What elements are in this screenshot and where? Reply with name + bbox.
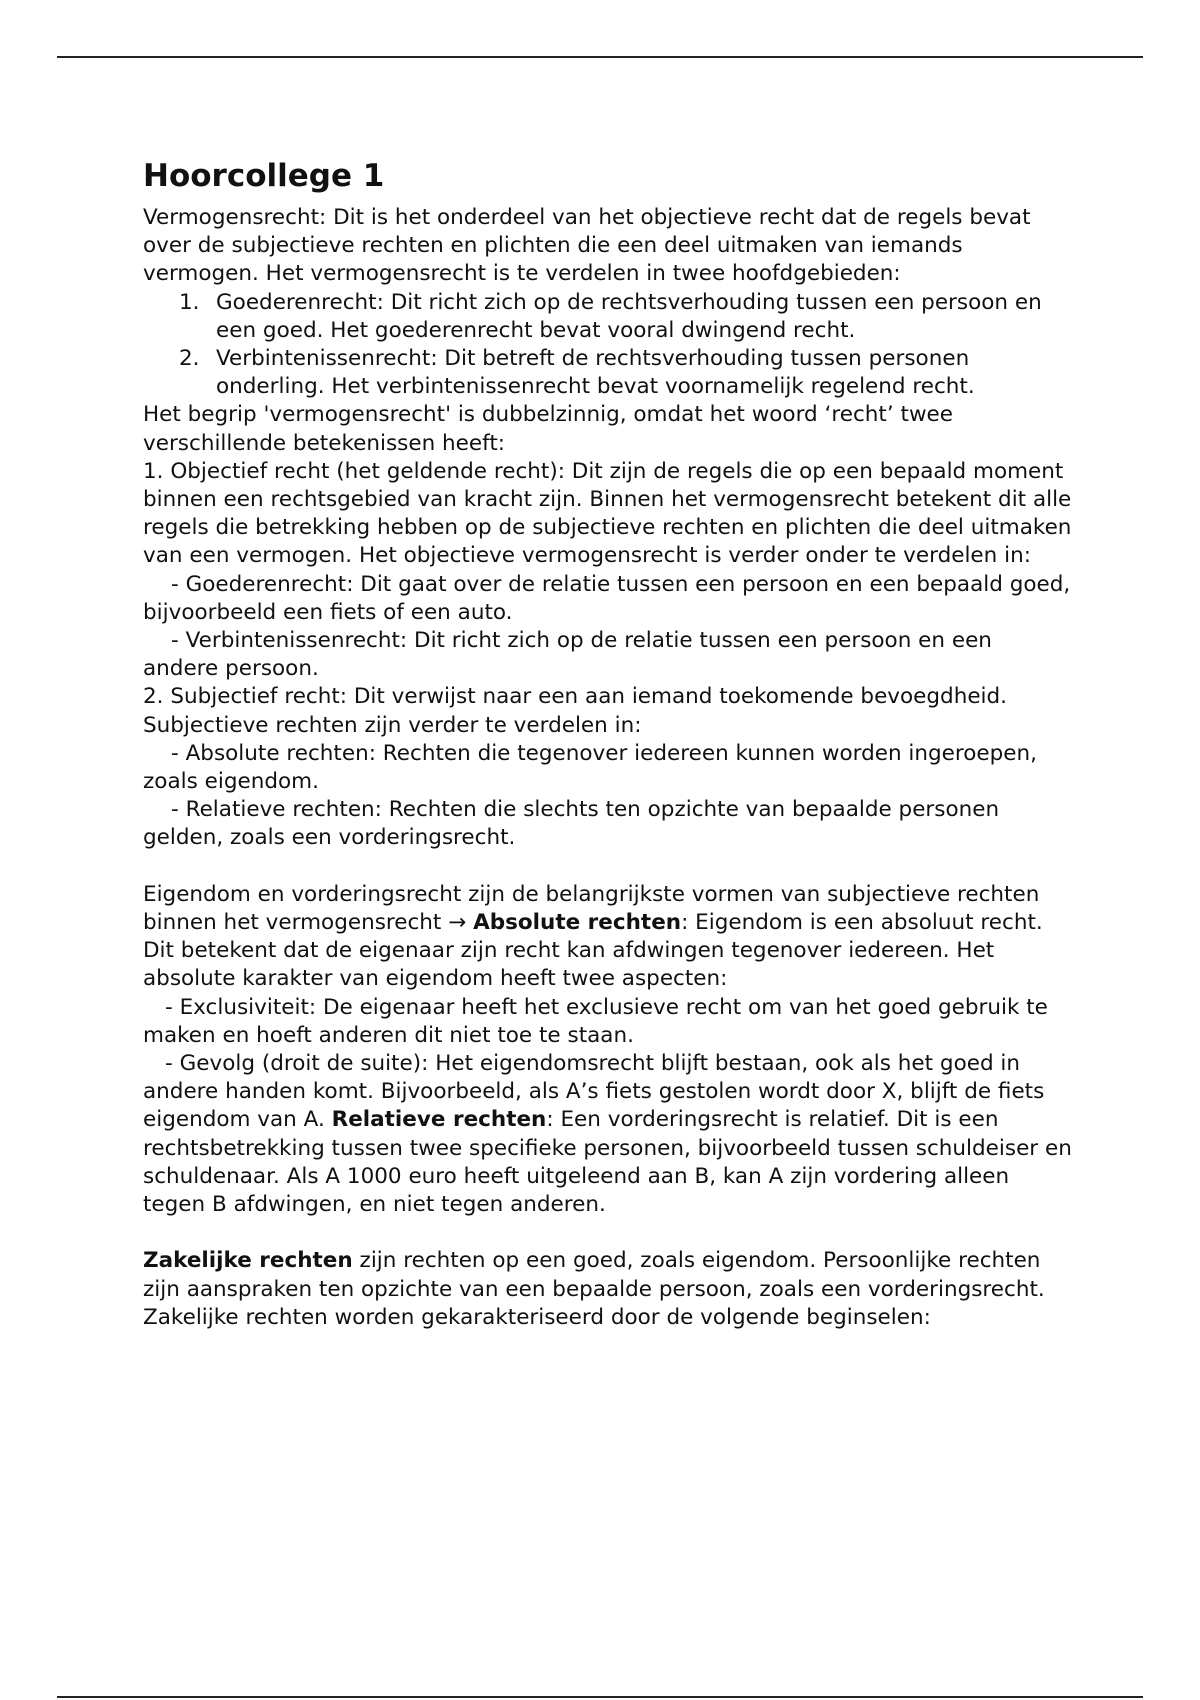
- paragraph-gap: [143, 853, 1073, 881]
- real-rights-label: Zakelijke rechten: [143, 1248, 353, 1274]
- list-item-text: Goederenrecht: Dit richt zich op de rechtsverhouding tussen een persoon en een goed. Het goederenrecht bevat vooral dwingend recht.: [216, 289, 1042, 343]
- list-marker: 1.: [179, 289, 200, 315]
- bottom-rule: [57, 1696, 1143, 1698]
- intro-paragraph: Vermogensrecht: Dit is het onderdeel van het objectieve recht dat de regels bevat over de subjectieve rechten en plichten die een deel uitmaken van iemands vermogen. Het vermogensrecht is te verdelen in twee hoofdgebieden:: [143, 205, 1031, 287]
- real-rights-paragraph: [143, 1247, 1073, 1332]
- list-item-text: Verbintenissenrecht: Dit betreft de rechtsverhouding tussen personen onderling. Het verbintenissenrecht bevat voornamelijk regelend recht.: [216, 346, 975, 400]
- absolute-rights-text: : Eigendom is een absoluut recht. Dit betekent dat de eigenaar zijn recht kan afdwingen tegenover iedereen. Het absolute karakter van eigendom heeft twee aspecten:: [143, 910, 1043, 992]
- aspect-droit-de-suite-text: - Gevolg (droit de suite): Het eigendomsrecht blijft bestaan, ook als het goed in andere handen komt. Bijvoorbeeld, als A’s fiets gestolen wordt door X, blijft de fiets eigendom van A.: [143, 1051, 1045, 1133]
- page-title: Hoorcollege 1: [143, 158, 385, 194]
- real-rights-text: zijn rechten op een goed, zoals eigendom. Persoonlijke rechten zijn aanspraken ten opzichte van een bepaalde persoon, zoals een vorderingsrecht. Zakelijke rechten worden gekarakteriseerd door de volgende beginselen:: [143, 1248, 1045, 1330]
- objective-item-verbintenissenrecht: - Verbintenissenrecht: Dit richt zich op de relatie tussen een persoon en een andere persoon.: [143, 628, 992, 682]
- subjective-law-paragraph: 2. Subjectief recht: Dit verwijst naar een aan iemand toekomende bevoegdheid. Subjectieve rechten zijn verder te verdelen in:: [143, 684, 1007, 738]
- aspect-exclusivity: - Exclusiviteit: De eigenaar heeft het exclusieve recht om van het goed gebruik te maken en hoeft anderen dit niet toe te staan.: [143, 994, 1048, 1048]
- property-lead: Eigendom en vorderingsrecht zijn de belangrijkste vormen van subjectieve rechten binnen het vermogensrecht →: [143, 881, 1040, 936]
- aspect-droit-de-suite: [143, 1050, 1073, 1219]
- paragraph-gap: [143, 1219, 1073, 1247]
- relative-rights-text: : Een vorderingsrecht is relatief. Dit is een rechtsbetrekking tussen twee specifieke personen, bijvoorbeeld tussen schuldeiser en schuldenaar. Als A 1000 euro heeft uitgeleend aan B, kan A zijn vordering alleen tegen B afdwingen, en niet tegen anderen.: [143, 1107, 1072, 1218]
- list-item: [179, 345, 1073, 401]
- list-marker: 2.: [179, 346, 200, 372]
- document-body: [143, 156, 1073, 1332]
- ambiguity-paragraph: Het begrip 'vermogensrecht' is dubbelzinnig, omdat het woord ‘recht’ twee verschillende betekenissen heeft:: [143, 402, 953, 456]
- domains-list: [143, 289, 1073, 402]
- property-paragraph: [143, 881, 1073, 994]
- list-item: [179, 289, 1073, 345]
- relative-rights-label: Relatieve rechten: [331, 1107, 547, 1133]
- absolute-rights-label: Absolute rechten: [473, 910, 682, 936]
- subjective-item-relative: - Relatieve rechten: Rechten die slechts ten opzichte van bepaalde personen gelden, zoals een vorderingsrecht.: [143, 797, 1000, 851]
- objective-item-goederenrecht: - Goederenrecht: Dit gaat over de relatie tussen een persoon en een bepaald goed, bijvoorbeeld een fiets of een auto.: [143, 571, 1071, 625]
- objective-law-paragraph: 1. Objectief recht (het geldende recht): Dit zijn de regels die op een bepaald moment binnen een rechtsgebied van kracht zijn. Binnen het vermogensrecht betekent dit alle regels die betrekking hebben op de subjectieve rechten en plichten die deel uitmaken van een vermogen. Het objectieve vermogensrecht is verder onder te verdelen in:: [143, 458, 1072, 569]
- top-rule: [57, 56, 1143, 58]
- subjective-item-absolute: - Absolute rechten: Rechten die tegenover iedereen kunnen worden ingeroepen, zoals eigendom.: [143, 740, 1037, 795]
